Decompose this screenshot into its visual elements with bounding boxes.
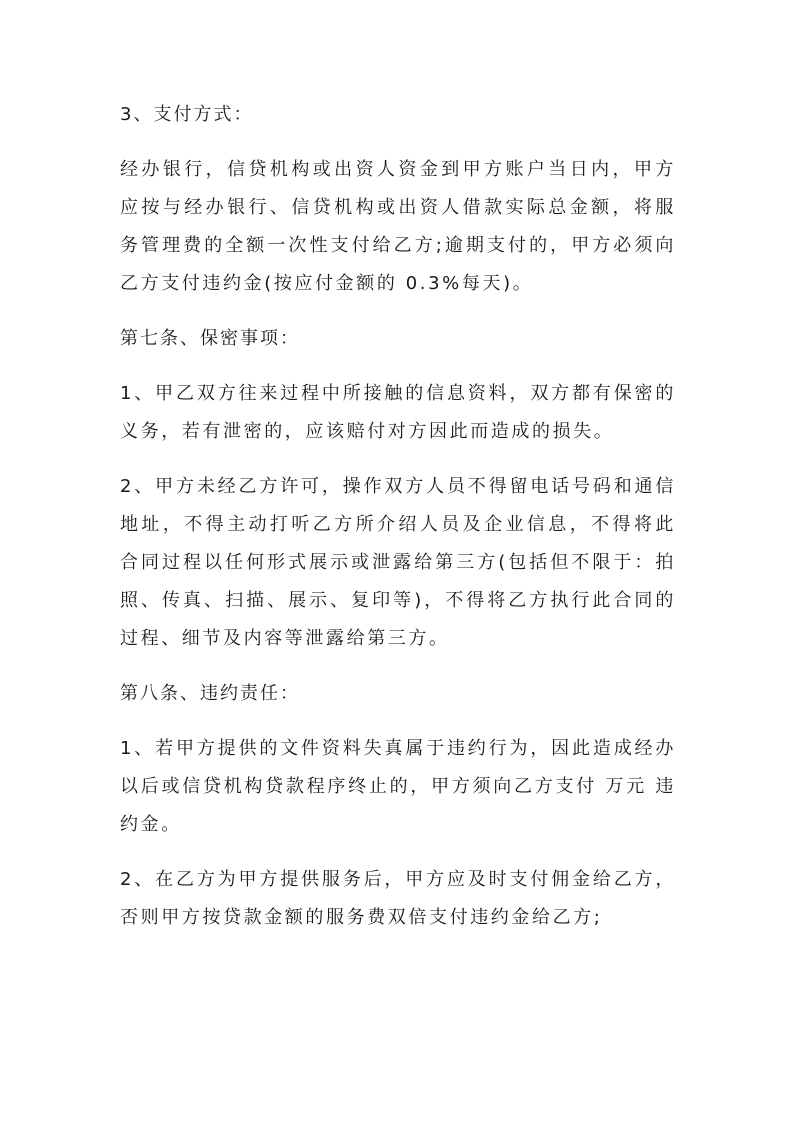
paragraph-confidentiality-2: 2、甲方未经乙方许可，操作双方人员不得留电话号码和通信地址，不得主动打听乙方所介绍人员及企业信息，不得将此合同过程以任何形式展示或泄露给第三方(包括但不限于：拍照、传真、扫描、展示、复印等)，不得将乙方执行此合同的过程、细节及内容等泄露给第三方。 (120, 476, 676, 649)
article-heading-breach-liability: 第八条、违约责任： (120, 683, 300, 704)
article-heading-confidentiality: 第七条、保密事项： (120, 328, 300, 349)
paragraph-breach-liability-1: 1、若甲方提供的文件资料失真属于违约行为，因此造成经办以后或信贷机构贷款程序终止的，甲方须向乙方支付 万元 违约金。 (120, 738, 676, 835)
paragraph-confidentiality-1: 1、甲乙双方往来过程中所接触的信息资料，双方都有保密的义务，若有泄密的，应该赔付对方因此而造成的损失。 (120, 383, 676, 442)
paragraph-breach-liability-2: 2、在乙方为甲方提供服务后，甲方应及时支付佣金给乙方，否则甲方按贷款金额的服务费双倍支付违约金给乙方; (120, 869, 676, 928)
paragraph-payment-terms: 经办银行，信贷机构或出资人资金到甲方账户当日内，甲方应按与经办银行、信贷机构或出资人借款实际总金额，将服务管理费的全额一次性支付给乙方;逾期支付的，甲方必须向乙方支付违约金(按应付金额的 0.3%每天)。 (120, 159, 676, 294)
section-heading-payment-method: 3、支付方式： (120, 104, 254, 125)
document-body (120, 96, 676, 954)
